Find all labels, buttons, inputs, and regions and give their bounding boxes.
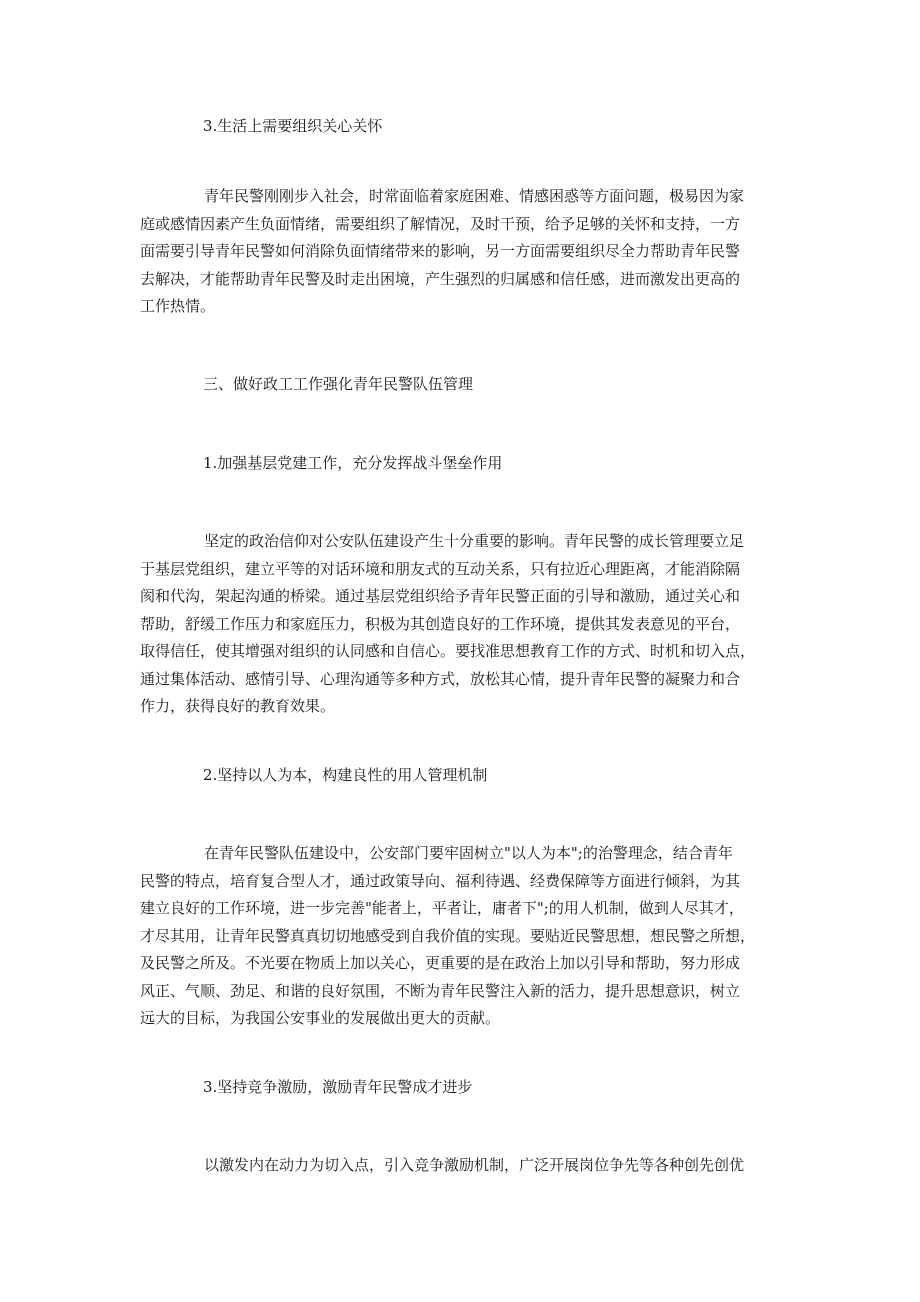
paragraph-party-building [140, 528, 780, 721]
paragraph-line: 建立良好的工作环境，进一步完善"能者上，平者让，庸者下";的用人机制，做到人尽其才， [140, 899, 744, 917]
paragraph-line: 取得信任，使其增强对组织的认同感和自信心。要找准思想教育工作的方式、时机和切入点， [140, 642, 756, 660]
paragraph-life-care [140, 183, 780, 321]
paragraph-line: 及民警之所及。不光要在物质上加以关心，更重要的是在政治上加以引导和帮助，努力形成 [140, 954, 741, 972]
paragraph-line: 作力，获得良好的教育效果。 [140, 697, 336, 715]
paragraph-line: 于基层党组织，建立平等的对话环境和朋友式的互动关系，只有拉近心理距离，才能消除隔 [140, 559, 741, 578]
paragraph-line: 坚定的政治信仰对公安队伍建设产生十分重要的影响。青年民警的成长管理要立足 [204, 532, 745, 550]
paragraph-line: 通过集体活动、感情引导、心理沟通等多种方式，放松其心情，提升青年民警的凝聚力和合 [140, 669, 741, 688]
paragraph-line: 工作热情。 [140, 297, 216, 315]
paragraph-line: 风正、气顺、劲足、和谐的良好氛围，不断为青年民警注入新的活力，提升思想意识，树立 [140, 981, 741, 1000]
paragraph-line: 阂和代沟，架起沟通的桥梁。通过基层党组织给予青年民警正面的引导和激励，通过关心和 [140, 587, 741, 605]
paragraph-line: 去解决，才能帮助青年民警及时走出困境，产生强烈的归属感和信任感，进而激发出更高的 [140, 269, 741, 288]
paragraph-people-oriented [140, 840, 780, 1033]
part-heading: 三、做好政工工作强化青年民警队伍管理 [203, 375, 474, 393]
paragraph-line: 庭或感情因素产生负面情绪，需要组织了解情况，及时干预，给予足够的关怀和支持，一方 [140, 214, 741, 233]
paragraph-line: 青年民警刚刚步入社会，时常面临着家庭困难、情感困惑等方面问题，极易因为家 [204, 187, 745, 205]
paragraph-line: 帮助，舒缓工作压力和家庭压力，积极为其创造良好的工作环境，提供其发表意见的平台， [140, 614, 741, 633]
paragraph-line: 远大的目标，为我国公安事业的发展做出更大的贡献。 [140, 1009, 501, 1027]
paragraph-line: 在青年民警队伍建设中，公安部门要牢固树立"以人为本";的治警理念，结合青年 [204, 844, 733, 862]
paragraph-competition [140, 1152, 780, 1180]
subsection-heading-party-building: 1.加强基层党建工作，充分发挥战斗堡垒作用 [203, 454, 503, 472]
paragraph-line: 才尽其用，让青年民警真真切切地感受到自我价值的实现。要贴近民警思想，想民警之所想， [140, 926, 756, 945]
paragraph-line: 以激发内在动力为切入点，引入竞争激励机制，广泛开展岗位争先等各种创先创优 [204, 1156, 745, 1174]
subsection-heading-competition: 3.坚持竞争激励，激励青年民警成才进步 [203, 1078, 473, 1096]
paragraph-line: 民警的特点，培育复合型人才，通过政策导向、福利待遇、经费保障等方面进行倾斜，为其 [140, 871, 741, 890]
paragraph-line: 面需要引导青年民警如何消除负面情绪带来的影响，另一方面需要组织尽全力帮助青年民警 [140, 242, 741, 260]
subsection-heading-life-care: 3.生活上需要组织关心关怀 [203, 117, 383, 135]
subsection-heading-people-oriented: 2.坚持以人为本，构建良性的用人管理机制 [203, 766, 488, 784]
